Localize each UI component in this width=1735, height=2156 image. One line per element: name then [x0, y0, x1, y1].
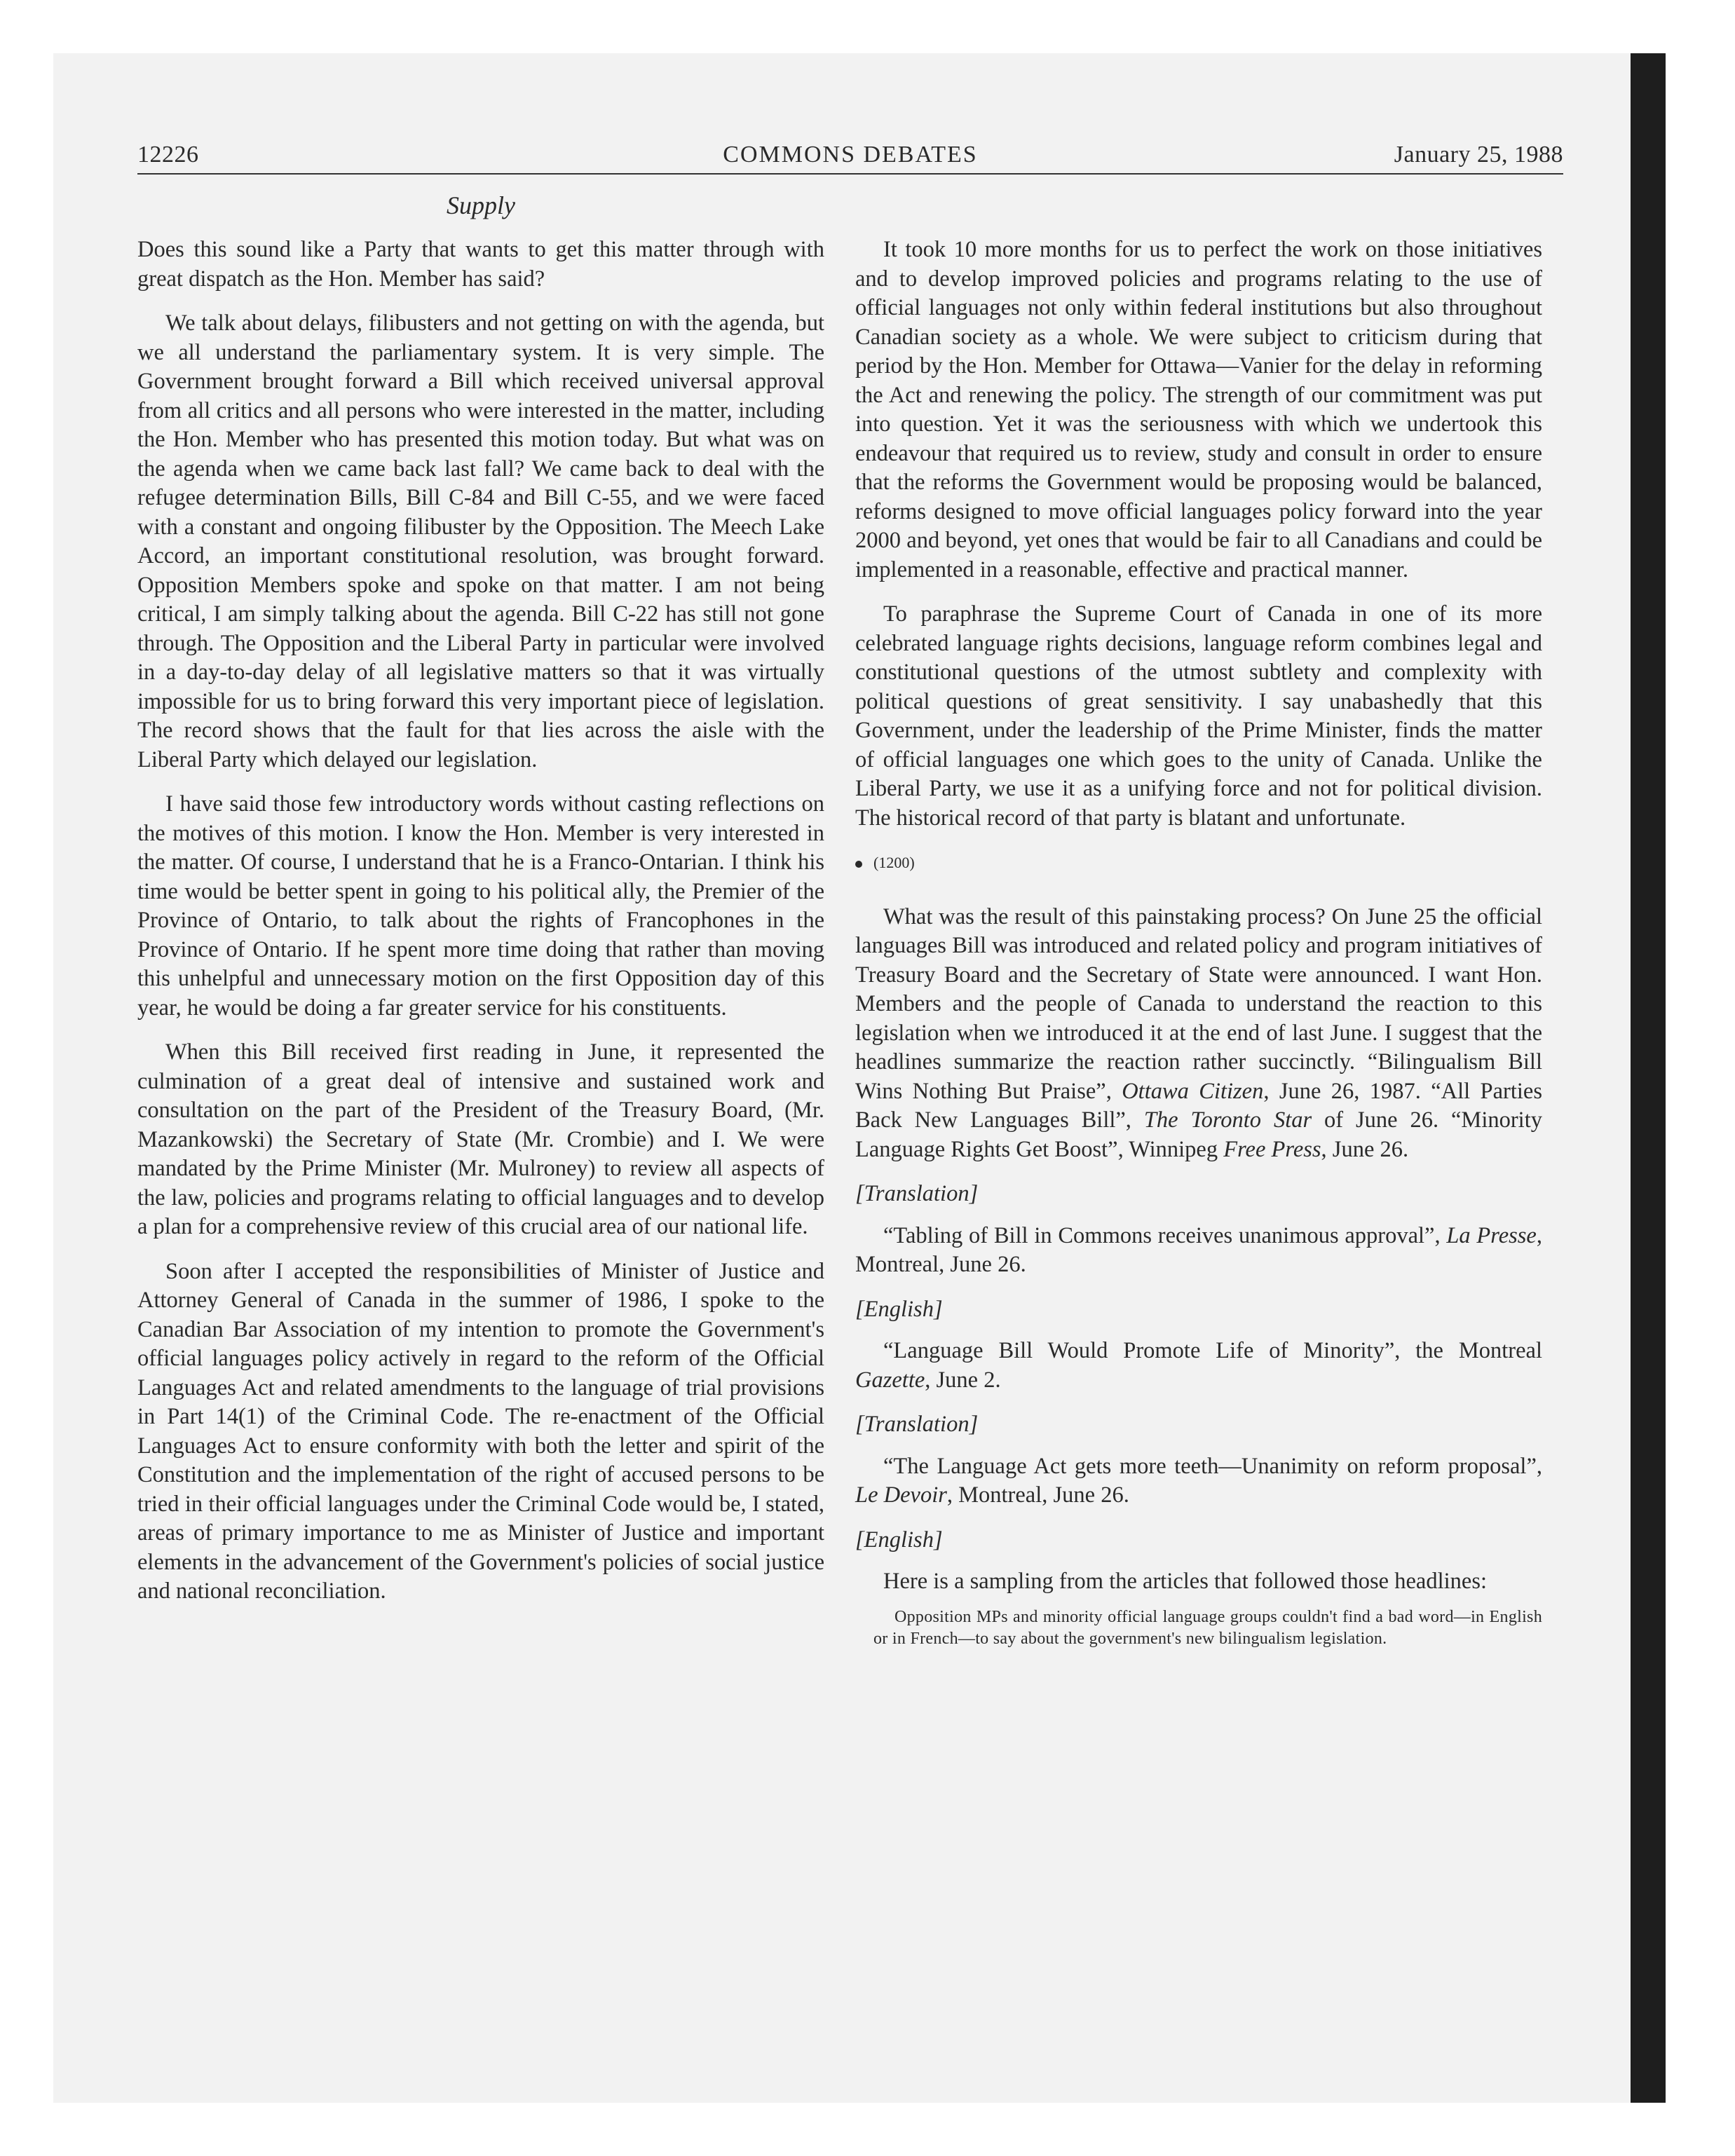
headline-quote — [855, 1222, 1542, 1280]
page-header — [137, 142, 1563, 175]
paragraph: We talk about delays, filibusters and not getting on with the agenda, but we all understand the parliamentary system. It is very simple. The Government brought forward a Bill which received universal approval from all critics and all persons who were interested in the matter, including the Hon. Member who has presented this motion today. But what was on the agenda when we came back last fall? We came back to deal with the refugee determination Bills, Bill C-84 and Bill C-55, and we were faced with a constant and ongoing filibuster by the Opposition. The Meech Lake Accord, an important constitutional resolution, was brought forward. Opposition Members spoke and spoke on that matter. I am not being critical, I am simply talking about the agenda. Bill C-22 has still not gone through. The Opposition and the Liberal Party in particular were involved in a day-to-day delay of all legislative matters so that it was virtually impossible for us to bring forward this very important piece of legislation. The record shows that the fault for that lies across the aisle with the Liberal Party which delayed our legislation. — [137, 311, 824, 772]
language-label: [English] — [855, 1296, 943, 1322]
page-number: 12226 — [137, 142, 199, 168]
text-run: “Tabling of Bill in Commons receives unanimous approval”, — [883, 1222, 1447, 1248]
language-label: [Translation] — [855, 1181, 979, 1206]
page-date: January 25, 1988 — [1394, 142, 1563, 168]
paragraph: When this Bill received first reading in June, it represented the culmination of a great deal of intensive and sustained work and consultation on the part of the President of the Treasury Board, (Mr. Mazankowski) the Secretary of State (Mr. Crombie) and I. We were mandated by the Prime Minister (Mr. Mulroney) to review all aspects of the law, policies and programs relating to official languages and to develop a plan for a comprehensive review of this crucial area of our national life. — [137, 1039, 824, 1239]
header-rule — [137, 173, 1563, 175]
text-run: of June 26. “Minority Language Rights Get Boost”, Winnipeg — [855, 1107, 1542, 1162]
language-label: [English] — [855, 1527, 943, 1553]
paragraph: Here is a sampling from the articles that followed those headlines: — [883, 1569, 1487, 1594]
paragraph: I have said those few introductory words without casting reflections on the motives of this motion. I know the Hon. Member is very interested in the matter. Of course, I understand that he is a Franco-Ontarian. I think his time would be better spent in going to his political ally, the Premier of the Province of Ontario, to talk about the rights of Francophones in the Province of Ontario. If he spent more time doing that rather than moving this unhelpful and unnecessary motion on the first Opposition day of this year, he would be doing a far greater service for his constituents. — [137, 791, 824, 1021]
paragraph — [855, 903, 1542, 1165]
text-run: “Language Bill Would Promote Life of Minority”, the Montreal — [883, 1338, 1542, 1363]
scan-edge-shadow — [1631, 53, 1666, 2103]
time-marker — [855, 848, 1542, 878]
language-label: [Translation] — [855, 1412, 979, 1437]
bullet-icon — [855, 861, 862, 868]
right-column — [855, 236, 1542, 1650]
text-run: What was the result of this painstaking process? On June 25 the official languages Bill was introduced and related policy and program initiatives of Treasury Board and the Secretary of State were announced. I want Hon. Members and the people of Canada to understand the reaction to this legislation when we introduced it at the end of last June. I suggest that the headlines summarize the reaction rather succinctly. “Bilingualism Bill Wins Nothing But Praise”, — [855, 903, 1542, 1104]
text-run: , June 2. — [925, 1367, 1001, 1393]
newspaper-name: Le Devoir — [855, 1482, 947, 1508]
time-marker-text: (1200) — [873, 854, 915, 871]
text-run: , Montreal, June 26. — [855, 1222, 1542, 1277]
paragraph: To paraphrase the Supreme Court of Canada in one of its more celebrated language rights decisions, language reform combines legal and constitutional questions of the utmost subtlety and complexity with political questions of great sensitivity. I say unabashedly that this Government, under the leadership of the Prime Minister, finds the matter of official languages one which goes to the unity of Canada. Unlike the Liberal Party, we use it as a unifying force and not for political division. The historical record of that party is blatant and unfortunate. — [855, 601, 1542, 831]
text-run: “The Language Act gets more teeth—Unanimity on reform proposal”, — [883, 1453, 1542, 1479]
headline-quote — [855, 1337, 1542, 1395]
paragraph: It took 10 more months for us to perfect the work on those initiatives and to develop improved policies and programs relating to the use of official languages not only within federal institutions but also throughout Canadian society as a whole. We were subject to criticism during that period by the Hon. Member for Ottawa—Vanier for the delay in reforming the Act and renewing the policy. The strength of our commitment was put into question. Yet it was the seriousness with which we undertook this endeavour that required us to review, study and consult in order to ensure that the reforms the Government would be proposing would be balanced, reforms designed to move official languages policy forward into the year 2000 and beyond, yet ones that would be fair to all Canadians and could be implemented in a reasonable, effective and practical manner. — [855, 237, 1542, 582]
block-quote: Opposition MPs and minority official language groups couldn't find a bad word—in English or in French—to say about the government's new bilingualism legislation. — [873, 1607, 1542, 1648]
text-run: , June 26, 1987. “All Parties Back New Languages Bill”, — [855, 1078, 1543, 1133]
section-title: Supply — [447, 191, 515, 219]
headline-quote — [855, 1452, 1542, 1510]
text-run: , June 26. — [1321, 1136, 1409, 1162]
paragraph: Soon after I accepted the responsibilities of Minister of Justice and Attorney General of Canada in the summer of 1986, I spoke to the Canadian Bar Association of my intention to promote the Government's official languages policy actively in regard to the reform of the Official Languages Act and related amendments to the language of trial provisions in Part 14(1) of the Criminal Code. The re-enactment of the Official Languages Act to ensure conformity with both the letter and spirit of the Constitution and the implementation of the right of accused persons to be tried in their official languages under the Criminal Code would be, I stated, areas of primary importance to me as Minister of Justice and important elements in the advancement of the Government's policies of social justice and national reconciliation. — [137, 1258, 824, 1604]
newspaper-name: The Toronto Star — [1143, 1107, 1312, 1133]
publication-title: COMMONS DEBATES — [723, 142, 978, 168]
newspaper-name: Gazette — [855, 1367, 925, 1393]
text-run: , Montreal, June 26. — [946, 1482, 1129, 1508]
newspaper-name: La Presse — [1446, 1222, 1537, 1248]
newspaper-name: Free Press — [1223, 1136, 1321, 1162]
left-column — [137, 236, 824, 1622]
newspaper-name: Ottawa Citizen — [1122, 1078, 1264, 1104]
paragraph: Does this sound like a Party that wants to get this matter through with great dispatch as the Hon. Member has said? — [137, 237, 824, 292]
